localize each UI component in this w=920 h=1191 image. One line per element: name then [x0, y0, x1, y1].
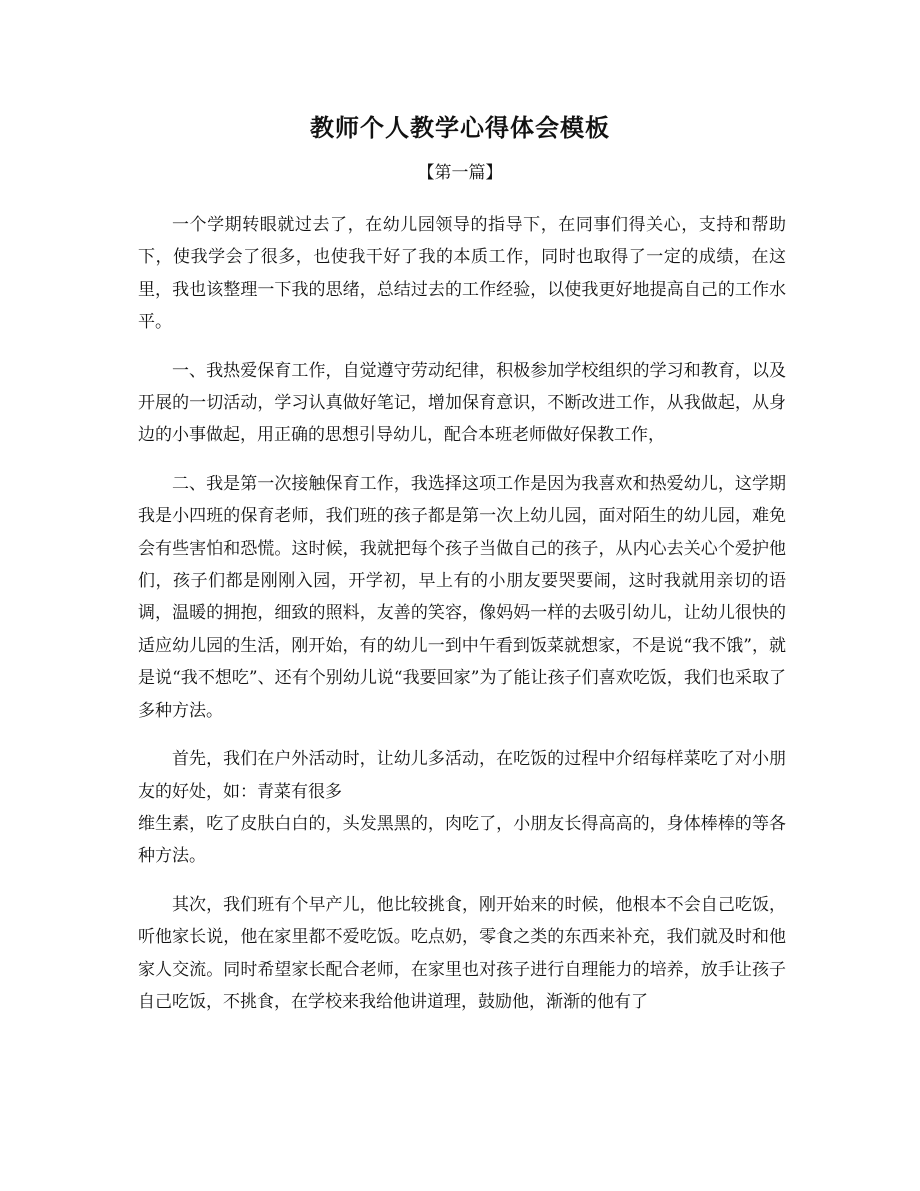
document-body	[138, 209, 786, 1034]
document-title: 教师个人教学心得体会模板	[310, 113, 610, 142]
paragraph-4: 首先，我们在户外活动时，让幼儿多活动，在吃饭的过程中介绍每样菜吃了对小朋友的好处，如：青菜有很多	[138, 749, 786, 802]
paragraph-3: 二、我是第一次接触保育工作，我选择这项工作是因为我喜欢和热爱幼儿，这学期我是小四班的保育老师，我们班的孩子都是第一次上幼儿园，面对陌生的幼儿园，难免会有些害怕和恐慌。这时候，我就把每个孩子当做自己的孩子，从内心去关心个爱护他们，孩子们都是刚刚入园，开学初，早上有的小朋友要哭要闹，这时我就用亲切的语调，温暖的拥抱，细致的照料，友善的笑容，像妈妈一样的去吸引幼儿，让幼儿很快的适应幼儿园的生活，刚开始，有的幼儿一到中午看到饭菜就想家，不是说“我不饿”，就是说“我不想吃”、还有个别幼儿说“我要回家”为了能让孩子们喜欢吃饭，我们也采取了多种方法。	[138, 473, 786, 721]
section-label: 【第一篇】	[417, 163, 503, 183]
paragraph-1: 一个学期转眼就过去了，在幼儿园领导的指导下，在同事们得关心，支持和帮助下，使我学会了很多，也使我干好了我的本质工作，同时也取得了一定的成绩，在这里，我也该整理一下我的思绪，总结过去的工作经验，以使我更好地提高自己的工作水平。	[138, 215, 786, 333]
paragraph-5: 其次，我们班有个早产儿，他比较挑食，刚开始来的时候，他根本不会自己吃饭，听他家长说，他在家里都不爱吃饭。吃点奶，零食之类的东西来补充，我们就及时和他家人交流。同时希望家长配合老师，在家里也对孩子进行自理能力的培养，放手让孩子自己吃饭，不挑食，在学校来我给他讲道理，鼓励他，渐渐的他有了	[138, 894, 786, 1012]
paragraph-2: 一、我热爱保育工作，自觉遵守劳动纪律，积极参加学校组织的学习和教育，以及开展的一切活动，学习认真做好笔记，增加保育意识，不断改进工作，从我做起，从身边的小事做起，用正确的思想引导幼儿，配合本班老师做好保教工作，	[138, 360, 786, 446]
paragraph-4-continued: 维生素，吃了皮肤白白的，头发黑黑的，肉吃了，小朋友长得高高的，身体棒棒的等各种方法。	[138, 813, 786, 867]
